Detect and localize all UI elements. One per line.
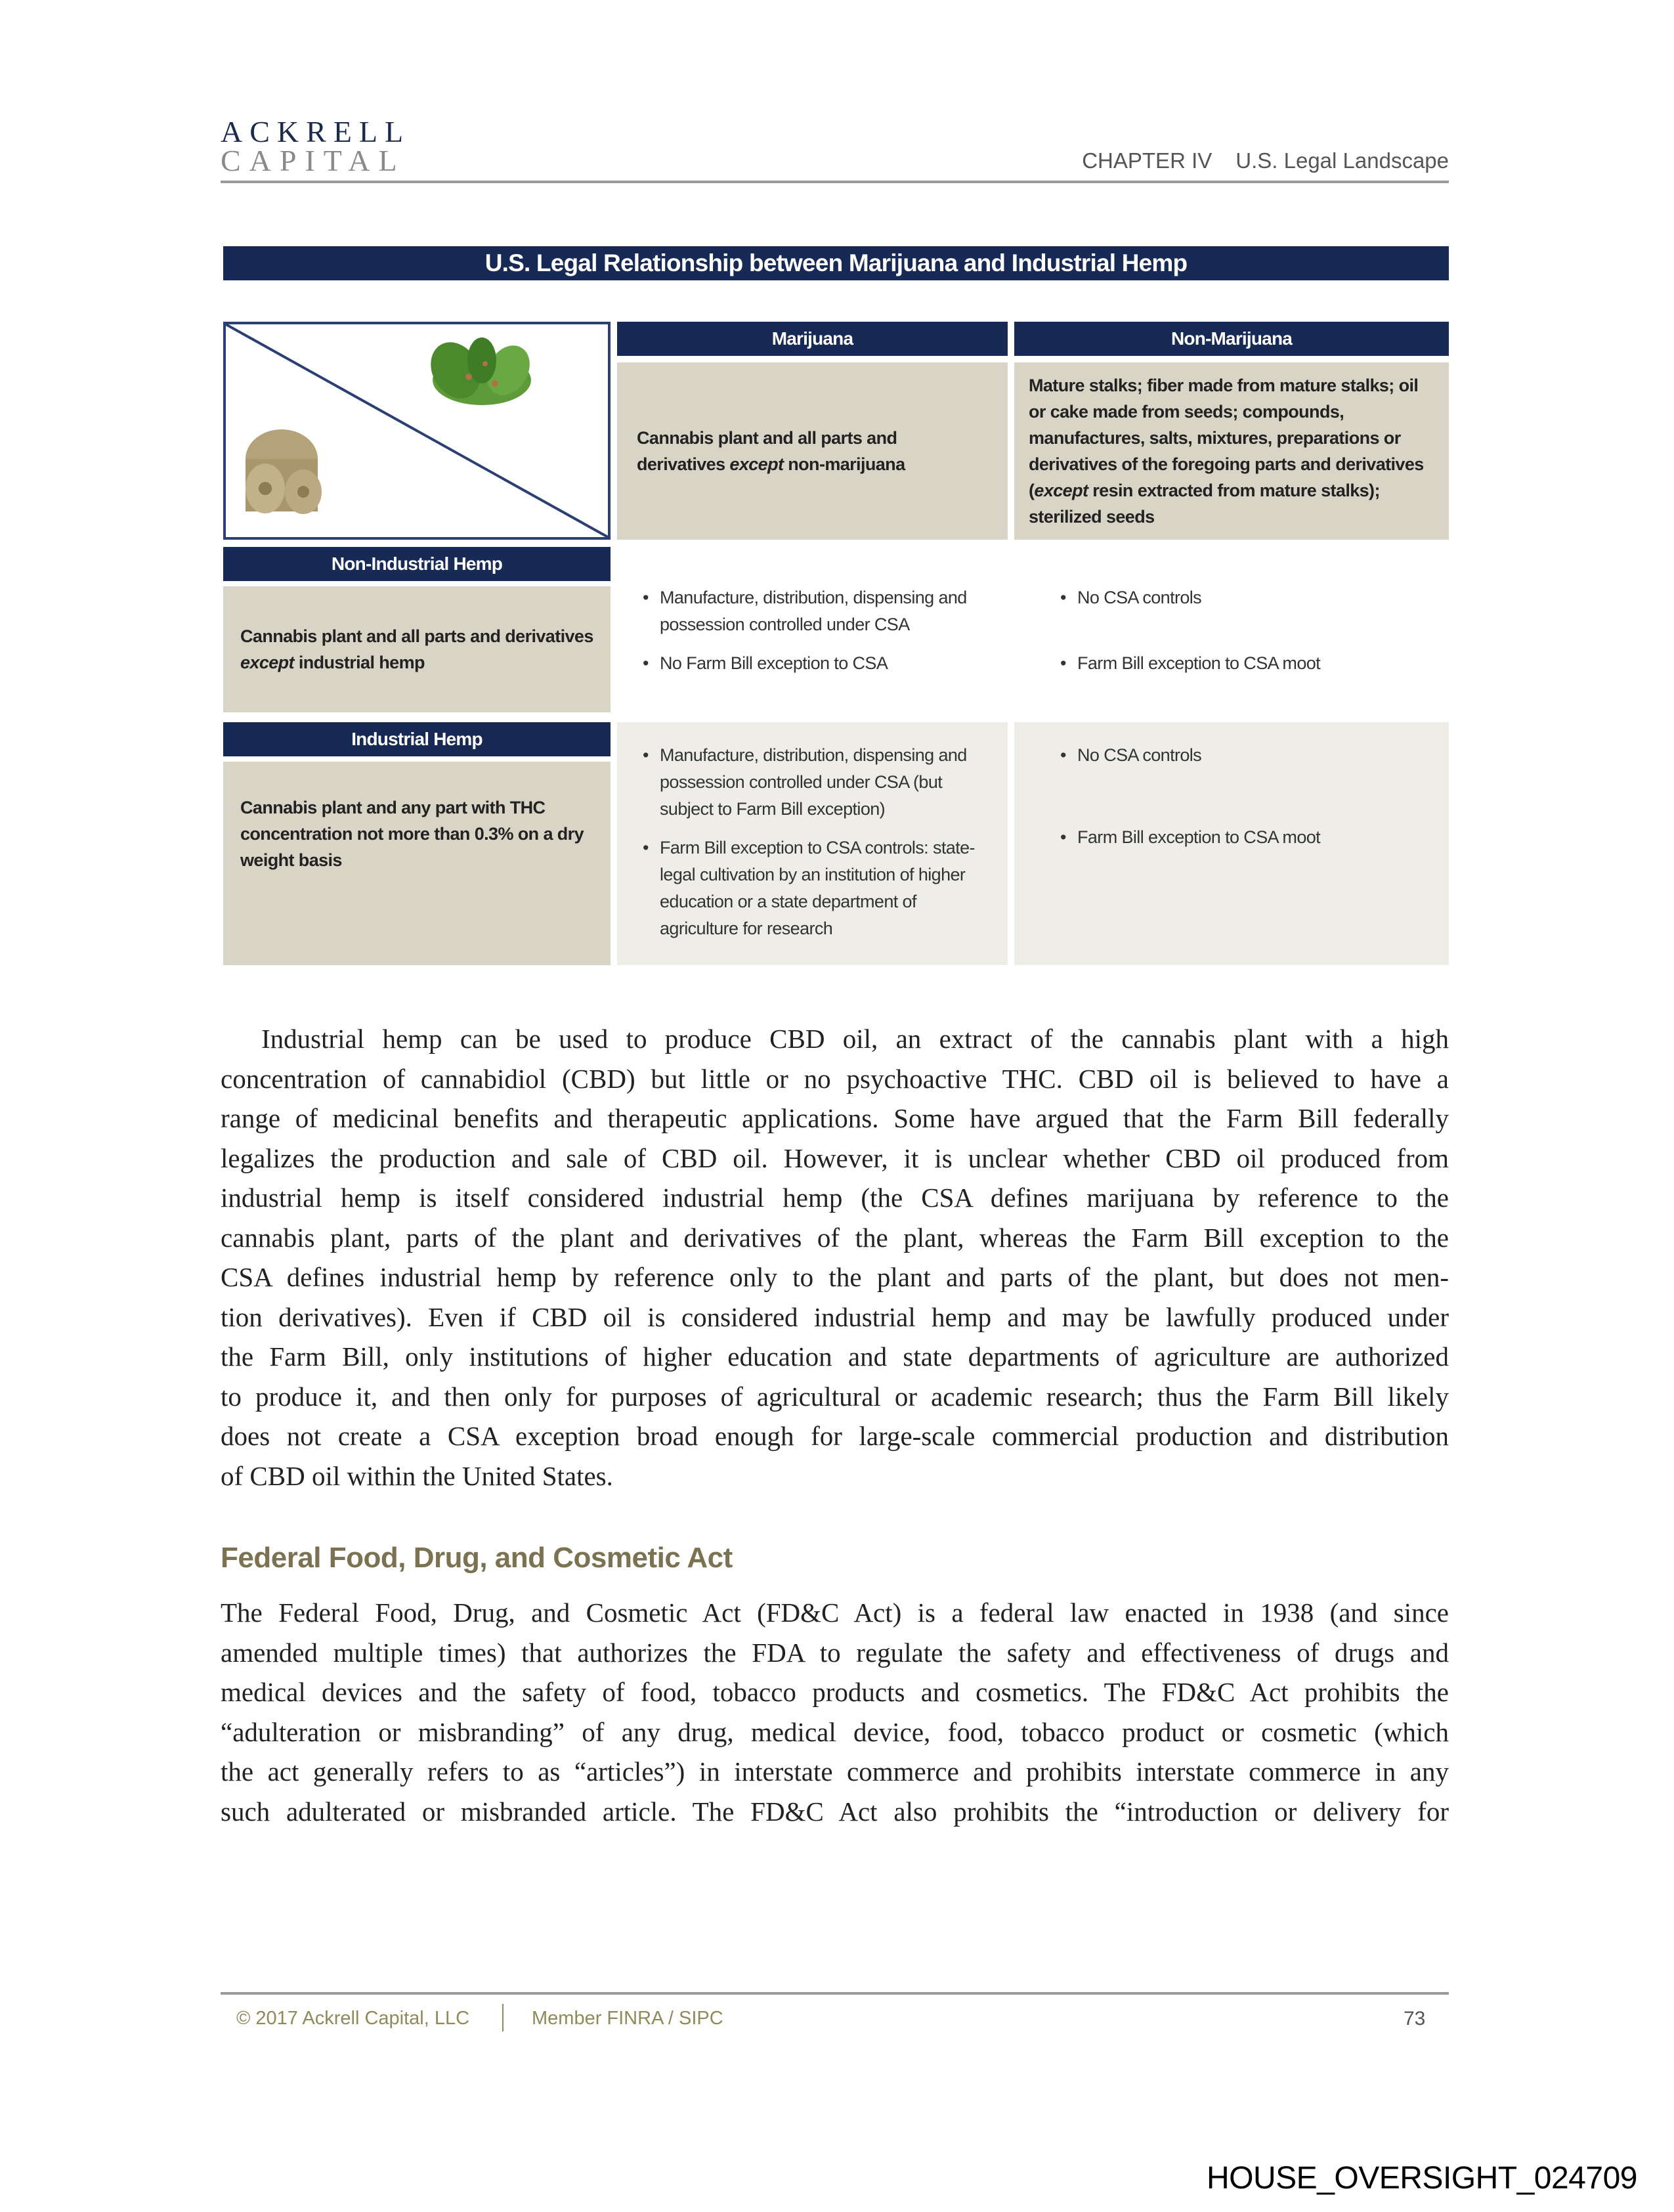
text-line: the act generally refers to as “articles”) in interstate commerce and prohibits interstate commerce in any [221, 1756, 1449, 1787]
def-italic: except [1034, 481, 1088, 500]
text-line: amended multiple times) that authorizes the FDA to regulate the safety and effectiveness of drugs and [221, 1637, 1449, 1668]
chapter-header [1082, 148, 1449, 173]
cell-nonind-marijuana [640, 584, 995, 689]
paragraph-fdc-act [221, 1593, 1449, 1831]
section-heading: Federal Food, Drug, and Cosmetic Act [221, 1542, 733, 1574]
footer-rule [221, 1992, 1449, 1995]
text-line: Industrial hemp can be used to produce CBD oil, an extract of the cannabis plant with a high [261, 1024, 1449, 1054]
def-text: Cannabis plant and all parts and derivatives [240, 626, 593, 646]
hemp-rope-icon [246, 429, 322, 514]
text-line: of CBD oil within the United States. [221, 1460, 613, 1491]
text-line: does not create a CSA exception broad enough for large-scale commercial production and distribution [221, 1421, 1449, 1451]
header-rule [221, 181, 1449, 183]
text-line: CSA defines industrial hemp by reference only to the plant and parts of the plant, but does not men- [221, 1262, 1449, 1292]
page-number: 73 [1404, 2008, 1426, 2029]
def-italic: except [729, 454, 784, 474]
row-header-industrial-hemp: Industrial Hemp [223, 722, 611, 756]
table-title: U.S. Legal Relationship between Marijuana and Industrial Hemp [223, 246, 1449, 280]
def-italic: except [240, 653, 294, 672]
def-text: Cannabis plant and all parts and derivatives [637, 428, 897, 474]
logo-ackrell: ACKRELL [221, 115, 411, 148]
def-text: non-marijuana [783, 454, 905, 474]
text-line: “adulteration or misbranding” of any drug, medical device, food, tobacco product or cosmetic (which [221, 1716, 1449, 1747]
bullet-item: • No Farm Bill exception to CSA [660, 650, 995, 677]
hemp-marijuana-illustration [226, 324, 608, 537]
bullet-item: • Farm Bill exception to CSA moot [1077, 824, 1436, 851]
text-line: legalizes the production and sale of CBD oil. However, it is unclear whether CBD oil produced from [221, 1142, 1449, 1173]
col-header-marijuana: Marijuana [617, 322, 1008, 356]
hemp-marijuana-image [223, 322, 611, 540]
footer-copyright: © 2017 Ackrell Capital, LLC [236, 2008, 470, 2029]
paragraph-cbd-oil [221, 1019, 1449, 1496]
def-text: industrial hemp [293, 653, 425, 672]
cannabis-plant-icon [421, 334, 538, 408]
text-line: concentration of cannabidiol (CBD) but little or no psychoactive THC. CBD oil is believed to have a [221, 1063, 1449, 1094]
footer-member: Member FINRA / SIPC [532, 2008, 723, 2029]
bullet-item: • Farm Bill exception to CSA controls: state-legal cultivation by an institution of higher education or a state department of agriculture for research [660, 835, 995, 942]
cell-ind-nonmarijuana [1014, 722, 1449, 965]
cell-nonind-nonmarijuana [1058, 584, 1425, 689]
bullet-item: • No CSA controls [1077, 742, 1436, 769]
text-line: The Federal Food, Drug, and Cosmetic Act (FD&C Act) is a federal law enacted in 1938 (and since [221, 1597, 1449, 1628]
bullet-item: • Manufacture, distribution, dispensing and possession controlled under CSA [660, 584, 995, 638]
text-line: such adulterated or misbranded article. The FD&C Act also prohibits the “introduction or delivery for [221, 1796, 1449, 1827]
text-line: medical devices and the safety of food, tobacco products and cosmetics. The FD&C Act prohibits the [221, 1677, 1449, 1707]
text-line: industrial hemp is itself considered industrial hemp (the CSA defines marijuana by reference to the [221, 1182, 1449, 1213]
col-header-non-marijuana: Non-Marijuana [1014, 322, 1449, 356]
text-line: tion derivatives). Even if CBD oil is considered industrial hemp and may be lawfully produced under [221, 1301, 1449, 1332]
marijuana-definition [617, 362, 1008, 540]
text-line: the Farm Bill, only institutions of higher education and state departments of agriculture are authorized [221, 1341, 1449, 1372]
non-marijuana-definition [1014, 362, 1449, 540]
logo-capital: CAPITAL [221, 144, 406, 177]
bates-stamp: HOUSE_OVERSIGHT_024709 [1207, 2161, 1637, 2196]
section-label: U.S. Legal Landscape [1235, 148, 1449, 173]
text-line: range of medicinal benefits and therapeutic applications. Some have argued that the Farm Bill federally [221, 1103, 1449, 1133]
cell-ind-marijuana [617, 722, 1008, 965]
def-text: Mature stalks; fiber made from mature stalks; oil or cake made from seeds; compounds, manufactures, salts, mixtures, preparations or derivatives of the foregoing parts and derivatives ( [1029, 376, 1424, 500]
row-header-non-industrial-hemp: Non-Industrial Hemp [223, 547, 611, 581]
chapter-label: CHAPTER IV [1082, 148, 1213, 173]
def-text: resin extracted from mature stalks); sterilized seeds [1029, 481, 1380, 527]
industrial-hemp-definition: Cannabis plant and any part with THC concentration not more than 0.3% on a dry weight basis [223, 762, 611, 965]
text-line: cannabis plant, parts of the plant and derivatives of the plant, whereas the Farm Bill exception to the [221, 1222, 1449, 1253]
text-line: to produce it, and then only for purposes of agricultural or academic research; thus the Farm Bill likely [221, 1381, 1449, 1412]
footer-separator [502, 2004, 504, 2031]
bullet-item: • No CSA controls [1077, 584, 1425, 611]
bullet-item: • Manufacture, distribution, dispensing and possession controlled under CSA (but subject to Farm Bill exception) [660, 742, 995, 823]
bullet-item: • Farm Bill exception to CSA moot [1077, 650, 1425, 677]
non-industrial-hemp-definition [223, 586, 611, 712]
